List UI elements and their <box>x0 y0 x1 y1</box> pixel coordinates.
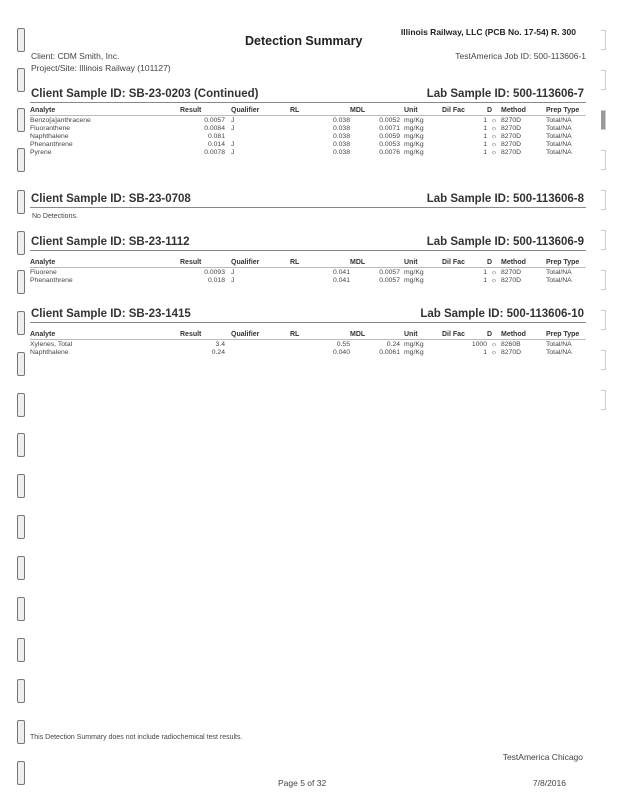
table-row <box>30 276 586 284</box>
binder-tab <box>17 433 25 457</box>
col-result: Result <box>180 259 225 268</box>
cell-result: 0.081 <box>207 132 225 140</box>
lab-sample-id: Lab Sample ID: 500-113606-9 <box>426 236 584 248</box>
results-table <box>30 331 586 356</box>
table-row <box>30 132 586 140</box>
page-title: Detection Summary <box>245 34 363 48</box>
col-d: D <box>487 259 501 268</box>
edge-mark <box>601 270 606 290</box>
cell-result: 0.0084 <box>204 124 225 132</box>
table-row <box>30 148 586 156</box>
col-mdl: MDL <box>350 259 400 268</box>
dry-weight-icon: ☼ <box>490 276 498 284</box>
cell-method: 8270D <box>501 348 522 356</box>
cell-rl: 0.038 <box>332 124 350 132</box>
cell-mdl: 0.0057 <box>379 268 400 276</box>
cell-analyte: Pyrene <box>30 148 52 156</box>
cell-method: 8270D <box>501 124 522 132</box>
edge-mark <box>601 110 606 130</box>
binder-tab <box>17 352 25 376</box>
dry-weight-icon: ☼ <box>490 116 498 124</box>
col-method: Method <box>501 107 546 116</box>
cell-mdl: 0.0059 <box>379 132 400 140</box>
cell-qualifier: J <box>231 116 235 124</box>
job-id: TestAmerica Job ID: 500-113606-1 <box>455 51 586 61</box>
footnote: This Detection Summary does not include radiochemical test results. <box>30 734 243 741</box>
sample-section <box>30 308 586 356</box>
col-unit: Unit <box>400 331 442 340</box>
cell-rl: 0.55 <box>336 340 350 348</box>
binder-tab <box>17 556 25 580</box>
cell-method: 8270D <box>501 276 522 284</box>
lab-sample-id: Lab Sample ID: 500-113606-8 <box>426 193 584 205</box>
dry-weight-icon: ☼ <box>490 340 498 348</box>
binder-tab <box>17 720 25 744</box>
page-number: Page 5 of 32 <box>278 778 327 788</box>
cell-mdl: 0.24 <box>386 340 400 348</box>
cell-prep-type: Total/NA <box>546 140 572 148</box>
cell-mdl: 0.0076 <box>379 148 400 156</box>
section-header <box>30 236 586 251</box>
binder-tab <box>17 311 25 335</box>
cell-prep-type: Total/NA <box>546 116 572 124</box>
cell-analyte: Benzo[a]anthracene <box>30 116 91 124</box>
header-row <box>30 107 586 116</box>
col-rl: RL <box>290 259 350 268</box>
cell-rl: 0.038 <box>332 148 350 156</box>
cell-result: 0.018 <box>207 276 225 284</box>
col-analyte: Analyte <box>30 331 180 340</box>
no-detections-note: No Detections. <box>32 213 78 220</box>
header-row <box>30 331 586 340</box>
sample-section <box>30 236 586 284</box>
sample-section <box>30 88 586 156</box>
binder-tab <box>17 28 25 52</box>
cell-dil-fac: 1 <box>483 116 487 124</box>
binder-tab <box>17 515 25 539</box>
client-sample-id: Client Sample ID: SB-23-1415 <box>31 308 191 320</box>
cell-mdl: 0.0052 <box>379 116 400 124</box>
col-dil-fac: Dil Fac <box>442 259 487 268</box>
dry-weight-icon: ☼ <box>490 140 498 148</box>
cell-result: 3.4 <box>215 340 225 348</box>
cell-mdl: 0.0053 <box>379 140 400 148</box>
results-table <box>30 259 586 284</box>
col-prep-type: Prep Type <box>546 107 586 116</box>
cell-mdl: 0.0061 <box>379 348 400 356</box>
edge-mark <box>601 150 606 170</box>
col-dil-fac: Dil Fac <box>442 331 487 340</box>
table-row <box>30 124 586 132</box>
cell-method: 8270D <box>501 140 522 148</box>
cell-prep-type: Total/NA <box>546 348 572 356</box>
cell-analyte: Fluoranthene <box>30 124 71 132</box>
binder-tab <box>17 597 25 621</box>
cell-analyte: Xylenes, Total <box>30 340 73 348</box>
cell-dil-fac: 1000 <box>471 340 487 348</box>
cell-result: 0.014 <box>207 140 225 148</box>
dry-weight-icon: ☼ <box>490 268 498 276</box>
cell-method: 8270D <box>501 268 522 276</box>
client-sample-id: Client Sample ID: SB-23-1112 <box>31 236 190 248</box>
col-analyte: Analyte <box>30 107 180 116</box>
cell-result: 0.0078 <box>204 148 225 156</box>
cell-analyte: Naphthalene <box>30 348 69 356</box>
cell-unit: mg/Kg <box>404 276 424 284</box>
section-header <box>30 308 586 323</box>
client-name: Client: CDM Smith, Inc. <box>31 51 120 61</box>
results-table <box>30 107 586 156</box>
cell-unit: mg/Kg <box>404 148 424 156</box>
cell-prep-type: Total/NA <box>546 148 572 156</box>
binder-tab <box>17 148 25 172</box>
col-method: Method <box>501 331 546 340</box>
cell-unit: mg/Kg <box>404 124 424 132</box>
edge-mark <box>601 30 606 50</box>
col-mdl: MDL <box>350 331 400 340</box>
cell-rl: 0.038 <box>332 140 350 148</box>
cell-mdl: 0.0071 <box>379 124 400 132</box>
cell-method: 8270D <box>501 132 522 140</box>
cell-dil-fac: 1 <box>483 148 487 156</box>
table-row <box>30 348 586 356</box>
table-row <box>30 340 586 349</box>
cell-rl: 0.040 <box>332 348 350 356</box>
table-row <box>30 140 586 148</box>
cell-dil-fac: 1 <box>483 124 487 132</box>
cell-qualifier: J <box>231 148 235 156</box>
edge-mark <box>601 70 606 90</box>
cell-qualifier: J <box>231 124 235 132</box>
col-rl: RL <box>290 331 350 340</box>
col-mdl: MDL <box>350 107 400 116</box>
cell-unit: mg/Kg <box>404 268 424 276</box>
col-qualifier: Qualifier <box>225 259 290 268</box>
client-sample-id: Client Sample ID: SB-23-0708 <box>31 193 191 205</box>
col-unit: Unit <box>400 107 442 116</box>
cell-qualifier: J <box>231 268 235 276</box>
cell-qualifier <box>225 348 290 356</box>
cell-prep-type: Total/NA <box>546 124 572 132</box>
col-result: Result <box>180 107 225 116</box>
binder-tab <box>17 68 25 92</box>
binder-tab <box>17 108 25 132</box>
cell-unit: mg/Kg <box>404 140 424 148</box>
col-prep-type: Prep Type <box>546 331 586 340</box>
cell-analyte: Phenanthrene <box>30 140 73 148</box>
cell-qualifier: J <box>231 140 235 148</box>
cell-dil-fac: 1 <box>483 268 487 276</box>
cell-mdl: 0.0057 <box>379 276 400 284</box>
col-qualifier: Qualifier <box>225 331 290 340</box>
cell-unit: mg/Kg <box>404 116 424 124</box>
cell-rl: 0.041 <box>332 276 350 284</box>
table-row <box>30 268 586 277</box>
col-d: D <box>487 107 501 116</box>
section-header <box>30 193 586 208</box>
project-site: Project/Site: Illinois Railway (101127) <box>31 63 171 73</box>
col-rl: RL <box>290 107 350 116</box>
table-row <box>30 116 586 125</box>
cell-qualifier <box>225 340 290 349</box>
cell-unit: mg/Kg <box>404 348 424 356</box>
col-d: D <box>487 331 501 340</box>
cell-analyte: Fluorene <box>30 268 57 276</box>
binder-tab <box>17 638 25 662</box>
dry-weight-icon: ☼ <box>490 348 498 356</box>
col-result: Result <box>180 331 225 340</box>
dry-weight-icon: ☼ <box>490 124 498 132</box>
col-unit: Unit <box>400 259 442 268</box>
binder-tab <box>17 270 25 294</box>
edge-mark <box>601 190 606 210</box>
col-method: Method <box>501 259 546 268</box>
section-header <box>30 88 586 103</box>
cell-prep-type: Total/NA <box>546 132 572 140</box>
cell-result: 0.24 <box>211 348 225 356</box>
col-analyte: Analyte <box>30 259 180 268</box>
cell-dil-fac: 1 <box>483 276 487 284</box>
binder-tab <box>17 679 25 703</box>
cell-rl: 0.038 <box>332 116 350 124</box>
cell-analyte: Naphthalene <box>30 132 69 140</box>
cell-rl: 0.041 <box>332 268 350 276</box>
cell-dil-fac: 1 <box>483 348 487 356</box>
header-row <box>30 259 586 268</box>
binder-tab <box>17 231 25 255</box>
cell-qualifier <box>225 132 290 140</box>
cell-prep-type: Total/NA <box>546 340 572 348</box>
cell-result: 0.0057 <box>204 116 225 124</box>
client-sample-id: Client Sample ID: SB-23-0203 (Continued) <box>31 88 259 100</box>
edge-mark <box>601 310 606 330</box>
sample-section <box>30 193 586 220</box>
col-prep-type: Prep Type <box>546 259 586 268</box>
dry-weight-icon: ☼ <box>490 132 498 140</box>
lab-name: TestAmerica Chicago <box>502 752 583 762</box>
dry-weight-icon: ☼ <box>490 148 498 156</box>
cell-prep-type: Total/NA <box>546 276 572 284</box>
lab-sample-id: Lab Sample ID: 500-113606-10 <box>420 308 584 320</box>
cell-method: 8270D <box>501 116 522 124</box>
lab-sample-id: Lab Sample ID: 500-113606-7 <box>426 88 584 100</box>
binder-tab <box>17 761 25 785</box>
edge-mark <box>601 350 606 370</box>
edge-mark <box>601 390 606 410</box>
cell-method: 8270D <box>501 148 522 156</box>
binder-tab <box>17 474 25 498</box>
cell-dil-fac: 1 <box>483 132 487 140</box>
report-date: 7/8/2016 <box>532 778 566 788</box>
edge-mark <box>601 230 606 250</box>
binder-tab <box>17 190 25 214</box>
cell-rl: 0.038 <box>332 132 350 140</box>
cell-dil-fac: 1 <box>483 140 487 148</box>
cell-result: 0.0093 <box>204 268 225 276</box>
cell-method: 8260B <box>501 340 521 348</box>
col-dil-fac: Dil Fac <box>442 107 487 116</box>
cell-unit: mg/Kg <box>404 132 424 140</box>
cell-prep-type: Total/NA <box>546 268 572 276</box>
company-line: Illinois Railway, LLC (PCB No. 17-54) R. 300 <box>400 27 576 37</box>
col-qualifier: Qualifier <box>225 107 290 116</box>
cell-qualifier: J <box>231 276 235 284</box>
cell-unit: mg/Kg <box>404 340 424 348</box>
cell-analyte: Phenanthrene <box>30 276 73 284</box>
binder-tab <box>17 393 25 417</box>
